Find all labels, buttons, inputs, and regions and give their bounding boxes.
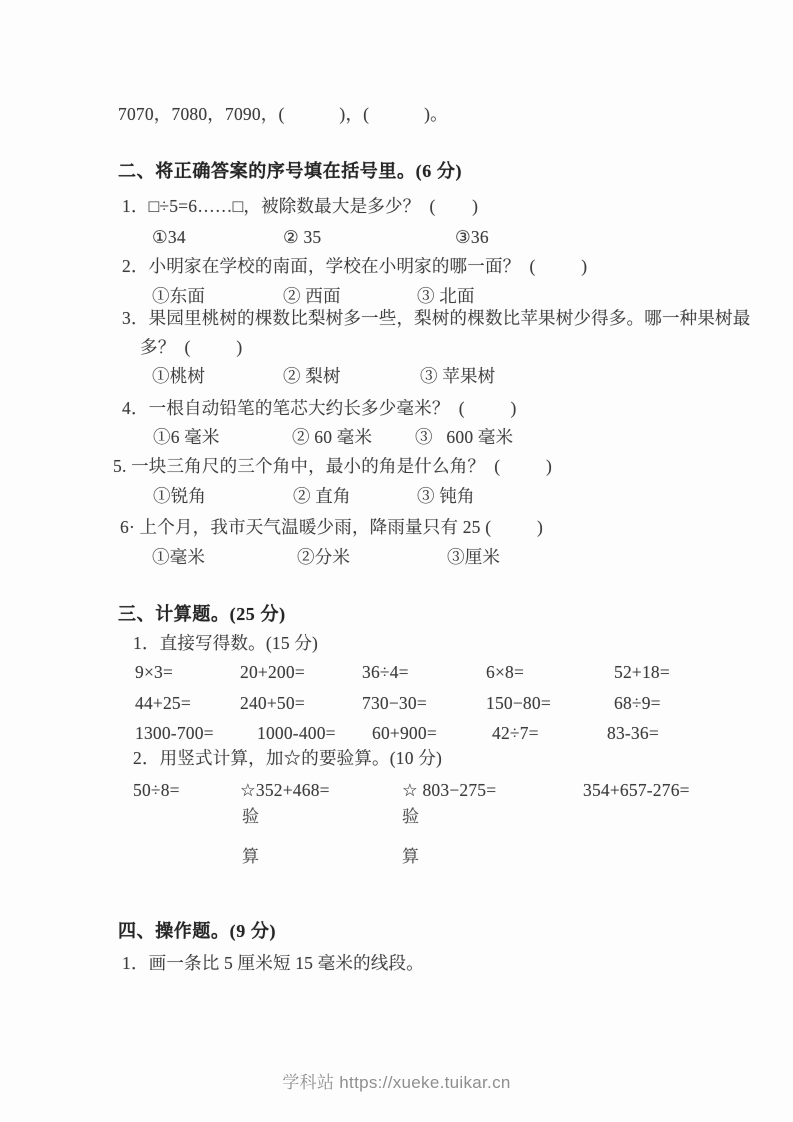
oral-cell-r2c2: 240+50= [240, 693, 305, 713]
section4-title: 四、操作题。(9 分) [118, 921, 277, 941]
oral-cell-r3c1: 1300-700= [135, 723, 214, 743]
oral-cell-r1c2: 20+200= [240, 662, 305, 682]
section4-q1: 1．画一条比 5 厘米短 15 毫米的线段。 [122, 953, 424, 973]
oral-cell-r2c5: 68÷9= [614, 693, 661, 713]
q3-stem-line2: 多？ ( ) [140, 337, 243, 357]
q2-option-3: ③ 北面 [417, 286, 475, 306]
number-sequence-line: 7070，7080，7090，( )，( )。 [118, 104, 448, 124]
q5-option-3: ③ 钝角 [417, 486, 475, 506]
q1-option-3: ③36 [455, 227, 489, 247]
oral-cell-r2c4: 150−80= [486, 693, 551, 713]
q3-option-3: ③ 苹果树 [420, 366, 496, 386]
q2-option-2: ② 西面 [283, 286, 341, 306]
verify-label-col1-top: 验 [242, 807, 260, 826]
q5-option-1: ①锐角 [153, 486, 207, 506]
q6-stem: 6· 上个月，我市天气温暖少雨，降雨量只有 25 ( ) [120, 517, 544, 537]
q1-option-1: ①34 [152, 227, 186, 247]
q4-option-2: ② 60 毫米 [292, 427, 373, 447]
vertical-problem-1: 50÷8= [133, 780, 180, 800]
q6-option-3: ③厘米 [447, 547, 501, 567]
oral-cell-r1c5: 52+18= [614, 662, 670, 682]
section3-sub2-title: 2．用竖式计算，加☆的要验算。(10 分) [133, 748, 442, 768]
verify-label-col1-bottom: 算 [242, 847, 260, 866]
q2-stem: 2．小明家在学校的南面，学校在小明家的哪一面？ ( ) [122, 256, 588, 276]
q3-stem-line1: 3．果园里桃树的棵数比梨树多一些，梨树的棵数比苹果树少得多。哪一种果树最 [122, 308, 751, 328]
oral-cell-r2c3: 730−30= [362, 693, 427, 713]
oral-cell-r3c4: 42÷7= [492, 723, 539, 743]
vertical-problem-3: ☆ 803−275= [402, 780, 497, 800]
q6-option-2: ②分米 [297, 547, 351, 567]
q1-stem: 1．□÷5=6……□，被除数最大是多少？ ( ) [122, 196, 479, 216]
section2-title: 二、将正确答案的序号填在括号里。(6 分) [118, 161, 463, 181]
q3-option-2: ② 梨树 [283, 366, 341, 386]
q2-option-1: ①东面 [152, 286, 206, 306]
q1-option-2: ② 35 [283, 227, 322, 247]
oral-cell-r3c3: 60+900= [372, 723, 437, 743]
q3-option-1: ①桃树 [152, 366, 206, 386]
oral-cell-r1c3: 36÷4= [362, 662, 409, 682]
oral-cell-r3c5: 83-36= [607, 723, 659, 743]
q4-stem: 4．一根自动铅笔的笔芯大约长多少毫米？ ( ) [122, 398, 517, 418]
oral-cell-r1c1: 9×3= [135, 662, 174, 682]
oral-cell-r2c1: 44+25= [135, 693, 191, 713]
verify-label-col2-top: 验 [402, 807, 420, 826]
section3-sub1-title: 1．直接写得数。(15 分) [133, 633, 319, 653]
q6-option-1: ①毫米 [152, 547, 206, 567]
section3-title: 三、计算题。(25 分) [118, 604, 286, 624]
q5-stem: 5. 一块三角尺的三个角中，最小的角是什么角？ ( ) [113, 456, 553, 476]
footer-watermark: 学科站 https://xueke.tuikar.cn [282, 1073, 511, 1092]
q5-option-2: ② 直角 [293, 486, 351, 506]
q4-option-3: ③ 600 毫米 [415, 427, 514, 447]
verify-label-col2-bottom: 算 [402, 847, 420, 866]
vertical-problem-2: ☆352+468= [240, 780, 330, 800]
vertical-problem-4: 354+657-276= [583, 780, 690, 800]
oral-cell-r3c2: 1000-400= [257, 723, 336, 743]
oral-cell-r1c4: 6×8= [486, 662, 525, 682]
q4-option-1: ①6 毫米 [153, 427, 220, 447]
